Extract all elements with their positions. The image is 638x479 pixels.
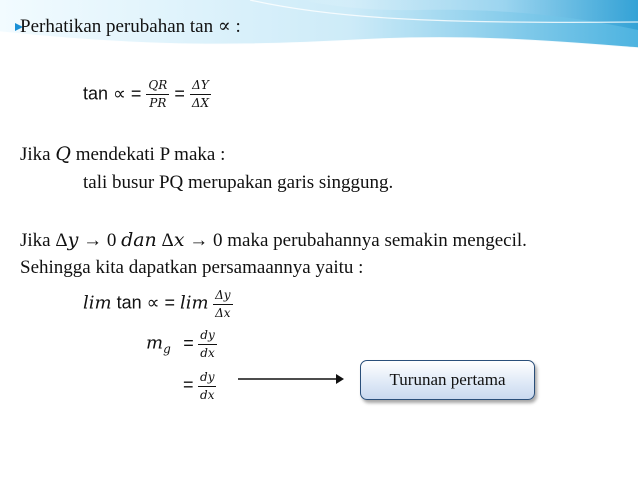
delta-symbol: Δ <box>156 230 174 251</box>
fraction-numerator: Δy <box>213 288 232 305</box>
fraction-denominator: ΔX <box>191 96 210 110</box>
word-dan: dan <box>121 229 157 251</box>
fraction-denominator: dx <box>200 388 215 402</box>
paragraph-q-approaches-p <box>20 142 225 167</box>
fraction-numerator: QR <box>146 78 169 95</box>
slide-heading: Perhatikan perubahan tan ∝ : <box>20 16 241 37</box>
delta-symbol: Δ <box>55 230 68 251</box>
paragraph-limit-condition <box>20 228 527 253</box>
variable-x: x <box>173 229 185 251</box>
right-arrow-icon <box>236 372 346 386</box>
formula-tan-ratio <box>83 78 211 111</box>
fraction-delta-y-delta-x <box>213 288 232 321</box>
fraction-denominator: Δx <box>215 306 231 320</box>
text-segment: Jika <box>20 230 56 251</box>
text-segment: maka perubahannya semakin mengecil. <box>222 230 527 251</box>
callout-first-derivative <box>360 360 535 400</box>
fraction-numerator: ΔY <box>190 78 211 95</box>
formula-gradient <box>146 328 217 361</box>
lim-operator: lim <box>83 292 112 314</box>
paragraph-equation-intro: Sehingga kita dapatkan persamaannya yaitu : <box>20 257 364 278</box>
variable-q: Q <box>55 143 71 165</box>
fraction-denominator: PR <box>149 96 167 110</box>
fraction-numerator: dy <box>198 370 216 387</box>
fraction-dy-dx-capital <box>190 78 211 111</box>
formula-derivative <box>183 370 216 403</box>
subscript-g: g <box>163 342 171 357</box>
fraction-denominator: dx <box>200 346 215 360</box>
formula-limit <box>83 288 233 321</box>
variable-y: y <box>67 229 79 251</box>
equals-sign: = <box>174 83 185 104</box>
text-segment: Jika <box>20 144 56 165</box>
paragraph-tangent-line: tali busur PQ merupakan garis singgung. <box>83 172 394 193</box>
text-segment: mendekati P maka : <box>70 144 226 165</box>
arrow-zero: → 0 <box>78 230 122 251</box>
fraction-dy-dx <box>198 370 216 403</box>
lim-operator: lim <box>180 292 209 314</box>
formula-tan-text: tan ∝ = <box>111 292 180 313</box>
formula-tan-lhs: tan ∝ = <box>83 83 142 104</box>
fraction-numerator: dy <box>198 328 216 345</box>
equals-sign: = <box>183 374 194 395</box>
fraction-qr-pr <box>146 78 169 111</box>
fraction-dy-dx <box>198 328 216 361</box>
arrow-zero: → 0 <box>184 230 223 251</box>
equals-sign: = <box>183 332 194 353</box>
variable-m: m <box>146 332 164 354</box>
callout-label: Turunan pertama <box>389 370 506 389</box>
